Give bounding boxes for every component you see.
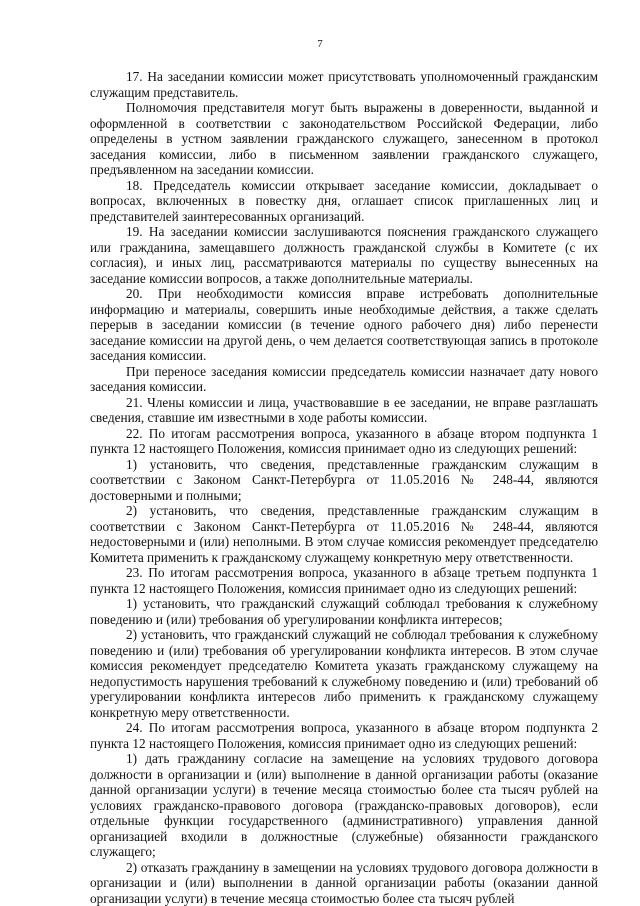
paragraph-22-item-1: 1) установить, что сведения, представленные гражданским служащим в соответствии с Законом Санкт-Петербурга от 11.05.2016 № 248-44, являются достоверными и полными; xyxy=(90,457,598,504)
paragraph-18: 18. Председатель комиссии открывает заседание комиссии, докладывает о вопросах, включенных в повестку дня, оглашает список приглашенных лиц и представителей заинтересованных организаций. xyxy=(90,178,598,225)
paragraph-24-item-2: 2) отказать гражданину в замещении на условиях трудового договора должности в организации и (или) выполнении в данной организации работы (оказании данной организации услуги) в течение месяца стоимостью более ста тысяч рублей xyxy=(90,860,598,906)
paragraph-17: 17. На заседании комиссии может присутствовать уполномоченный гражданским служащим представитель. xyxy=(90,69,598,100)
paragraph-22-item-2: 2) установить, что сведения, представленные гражданским служащим в соответствии с Законом Санкт-Петербурга от 11.05.2016 № 248-44, являются недостоверными и (или) неполными. В этом случае комиссия рекомендует председателю Комитета применить к гражданскому служащему конкретную меру ответственности. xyxy=(90,503,598,565)
paragraph-19: 19. На заседании комиссии заслушиваются пояснения гражданского служащего или гражданина, замещавшего должность гражданской службы в Комитете (с их согласия), и иных лиц, рассматриваются материалы по существу вынесенных на заседание комиссии вопросов, а также дополнительные материалы. xyxy=(90,224,598,286)
paragraph-20-postpone: При переносе заседания комиссии председатель комиссии назначает дату нового заседания комиссии. xyxy=(90,364,598,395)
page-number: 7 xyxy=(0,38,640,50)
paragraph-21: 21. Члены комиссии и лица, участвовавшие в ее заседании, не вправе разглашать сведения, ставшие им известными в ходе работы комиссии. xyxy=(90,395,598,426)
paragraph-24: 24. По итогам рассмотрения вопроса, указанного в абзаце втором подпункта 2 пункта 12 настоящего Положения, комиссия принимает одно из следующих решений: xyxy=(90,720,598,751)
paragraph-23-item-2: 2) установить, что гражданский служащий не соблюдал требования к служебному поведению и (или) требования об урегулировании конфликта интересов. В этом случае комиссия рекомендует председателю Комитета указать гражданскому служащему на недопустимость нарушения требований к служебному поведению и (или) требований об урегулировании конфликта интересов либо применить к гражданскому служащему конкретную меру ответственности. xyxy=(90,627,598,720)
paragraph-22: 22. По итогам рассмотрения вопроса, указанного в абзаце втором подпункта 1 пункта 12 настоящего Положения, комиссия принимает одно из следующих решений: xyxy=(90,426,598,457)
paragraph-23: 23. По итогам рассмотрения вопроса, указанного в абзаце третьем подпункта 1 пункта 12 настоящего Положения, комиссия принимает одно из следующих решений: xyxy=(90,565,598,596)
paragraph-24-item-1: 1) дать гражданину согласие на замещение на условиях трудового договора должности в организации и (или) выполнение в данной организации работы (оказание данной организации услуги) в течение месяца стоимостью более ста тысяч рублей на условиях гражданско-правового договора (гражданско-правовых договоров), если отдельные функции государственного (административного) управления данной организацией входили в должностные (служебные) обязанности гражданского служащего; xyxy=(90,751,598,860)
document-body xyxy=(90,69,598,906)
paragraph-17-powers: Полномочия представителя могут быть выражены в доверенности, выданной и оформленной в соответствии с законодательством Российской Федерации, либо определены в устном заявлении гражданского служащего, занесенном в протокол заседания комиссии, либо в письменном заявлении гражданского служащего, предъявленном на заседании комиссии. xyxy=(90,100,598,178)
paragraph-23-item-1: 1) установить, что гражданский служащий соблюдал требования к служебному поведению и (или) требования об урегулировании конфликта интересов; xyxy=(90,596,598,627)
paragraph-20: 20. При необходимости комиссия вправе истребовать дополнительные информацию и материалы, совершить иные необходимые действия, а также сделать перерыв в заседании комиссии (в течение одного рабочего дня) либо перенести заседание комиссии на другой день, о чем делается соответствующая запись в протоколе заседания комиссии. xyxy=(90,286,598,364)
